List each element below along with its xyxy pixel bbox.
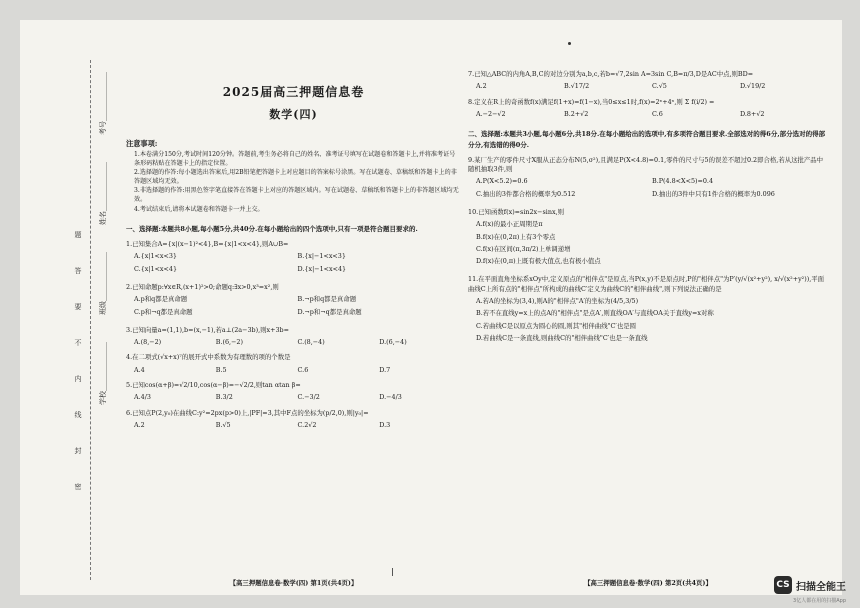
- class-field: 班级______________: [99, 252, 107, 315]
- option-list: [126, 338, 461, 347]
- answer-option: D.f(x)在(0,π)上既有极大值点,也有极小值点: [476, 257, 601, 266]
- question: [126, 326, 461, 348]
- answer-option: B.3/2: [215, 393, 233, 402]
- note-item: 4.考试结束后,请将本试题卷和答题卡一并上交。: [134, 205, 264, 213]
- answer-option: D.(6,−4): [379, 338, 407, 347]
- question-list: [468, 156, 828, 346]
- seal-char: 密: [74, 483, 82, 491]
- answer-option: C.若曲线C是以原点为圆心的圆,则其"相伴曲线"C′也是圆: [476, 321, 637, 330]
- answer-option: A.f(x)的最小正周期是π: [476, 220, 543, 229]
- answer-option: B.{x|−1<x<3}: [297, 252, 346, 261]
- answer-option: D.抽出的3件中只有1件合格的概率为0.096: [652, 189, 775, 198]
- answer-option: C.√5: [652, 82, 667, 91]
- seal-char: 封: [74, 447, 82, 455]
- scanner-watermark: [774, 576, 846, 594]
- option-list: [468, 220, 828, 269]
- answer-option: D.若曲线C是一条直线,则曲线C的"相伴曲线"C′也是一条直线: [476, 333, 648, 342]
- question: [468, 156, 828, 202]
- answer-option: D.−4/3: [379, 393, 402, 402]
- answer-option: A.P(X<5.2)=0.6: [476, 177, 528, 186]
- answer-option: A.2: [476, 82, 487, 91]
- answer-option: B.√5: [215, 420, 231, 429]
- question-stem: 4.在二项式(√x+x)⁷的展开式中系数为有理数的项的个数是: [126, 353, 291, 362]
- answer-option: C.(8,−4): [297, 338, 325, 347]
- answer-option: D.{x|−1<x<4}: [297, 264, 347, 273]
- scan-mark: [392, 568, 393, 576]
- seal-char: 要: [74, 303, 82, 311]
- exam-title: 2025届高三押题信息卷: [222, 85, 365, 99]
- question: [126, 381, 461, 403]
- name-field: 姓名______________: [99, 162, 107, 225]
- question-stem: 11.在平面直角坐标系xOy中,定义原点的"相伴点"是原点,当P(x,y)不是原点时,P的"相伴点"为P′(y/√(x²+y²), x/√(x²+y²)),平面曲线C上所有点的"相伴点"所构成的曲线C′定义为曲线C的"相伴曲线",则下列说法正确的是: [468, 275, 825, 293]
- question-stem: 1.已知集合A={x|(x−1)²<4},B={x|1<x<4},则A∪B=: [126, 240, 289, 249]
- scanner-name: 扫描全能王: [796, 581, 846, 593]
- answer-option: A.(8,−2): [134, 338, 162, 347]
- scanner-logo-icon: CS: [774, 576, 792, 594]
- option-list: [126, 421, 461, 430]
- question: [468, 275, 828, 346]
- answer-option: A.4/3: [134, 393, 151, 402]
- question-stem: 3.已知向量a=(1,1),b=(x,−1),若a⊥(2a−3b),则x+3b=: [126, 325, 290, 334]
- answer-option: D.3: [379, 420, 391, 429]
- question: [468, 208, 828, 269]
- answer-option: C.6: [297, 365, 309, 374]
- option-list: [468, 82, 828, 91]
- question: [468, 70, 828, 92]
- seal-text: [70, 230, 86, 518]
- question-stem: 2.已知命题p:∀x∈R,(x+1)²>0;命题q:∃x>0,x³=x²,则: [126, 282, 279, 291]
- answer-option: C.2√2: [297, 420, 317, 429]
- option-list: [468, 110, 828, 119]
- answer-option: C.f(x)在区间(π,3π/2)上单调递增: [476, 244, 571, 253]
- answer-option: C.{x|1<x<4}: [134, 264, 178, 273]
- cut-line: [90, 60, 91, 580]
- scanner-tagline: 3亿人都在用的扫描App: [793, 598, 846, 604]
- option-list: [468, 297, 828, 346]
- exam-number-field: 考号______________: [99, 72, 107, 135]
- section-heading: 二、选择题:本题共3小题,每小题6分,共18分.在每小题给出的选项中,有多项符合题目要求.全部选对的得6分,部分选对的得部分分,有选错的得0分.: [468, 130, 826, 149]
- seal-char: 内: [74, 375, 82, 383]
- answer-option: D.¬p和¬q都是真命题: [297, 307, 362, 316]
- question-stem: 7.已知△ABC的内角A,B,C的对边分别为a,b,c,若b=√7,2sin A=3sin C,B=π/3,D是AC中点,则BD=: [468, 70, 754, 78]
- note-item: 3.非选择题的作答:用黑色签字笔直接答在答题卡上对应的答题区域内。写在试题卷、草稿纸和答题卡上的非答题区域均无效。: [134, 187, 459, 204]
- question: [126, 283, 461, 320]
- left-column: [126, 32, 461, 430]
- answer-option: C.p和¬q都是真命题: [134, 307, 193, 316]
- question-list: [126, 240, 461, 430]
- option-list: [126, 393, 461, 402]
- question-stem: 6.已知点P(2,y₀)在曲线C:y²=2px(p>0)上,|PF|=3,其中F点的坐标为(p/2,0),则|y₀|=: [126, 408, 369, 417]
- question: [468, 98, 828, 120]
- question-stem: 8.定义在R上的奇函数f(x)满足f(1+x)=f(1−x),当0≤x≤1时,f(x)=2ˣ+4ˣ,则 Σ f(i/2) =: [468, 97, 715, 106]
- note-item: 2.选择题的作答:每小题选出答案后,用2B铅笔把答题卡上对应题目的答案标号涂黑。写在试题卷、草稿纸和答题卡上的非答题区域均无效。: [134, 169, 457, 186]
- right-column: [468, 32, 828, 346]
- answer-option: B.¬p和q都是真命题: [297, 295, 357, 304]
- exam-sheet: [20, 20, 842, 595]
- answer-option: B.√17/2: [564, 82, 590, 91]
- answer-option: A.p和q都是真命题: [134, 295, 188, 304]
- answer-option: B.(6,−2): [215, 338, 243, 347]
- notes-title: 注意事项:: [126, 139, 158, 149]
- exam-subtitle: 数学(四): [269, 108, 318, 122]
- answer-option: A.4: [134, 365, 145, 374]
- answer-option: C.−3/2: [297, 393, 320, 402]
- answer-option: A.−2−√2: [476, 109, 506, 118]
- seal-char: 线: [74, 411, 82, 419]
- binding-strip: [64, 60, 122, 580]
- option-list: [126, 366, 461, 375]
- answer-option: D.√19/2: [740, 82, 766, 91]
- option-list: [468, 177, 828, 202]
- answer-option: A.2: [134, 420, 145, 429]
- answer-option: C.抽出的3件都合格的概率为0.512: [476, 189, 576, 198]
- answer-option: A.若A的坐标为(3,4),则A的"相伴点"A′的坐标为(4/5,3/5): [476, 297, 639, 305]
- answer-option: A.{x|1<x<3}: [134, 252, 177, 261]
- answer-option: B.5: [215, 365, 227, 374]
- school-field: 学校______________: [99, 342, 107, 405]
- note-item: 1.本卷满分150分,考试时间120分钟。答题前,考生务必将自己的姓名、准考证号填写在试题卷和答题卡上,并将准考证号条形码粘贴在答题卡上的指定位置。: [134, 150, 456, 167]
- answer-option: B.2+√2: [564, 109, 589, 118]
- answer-option: D.8+√2: [740, 109, 765, 118]
- answer-option: B.P(4.8<X<5)=0.4: [652, 177, 714, 186]
- question-stem: 9.某厂生产的零件尺寸X服从正态分布N(5,σ²),且满足P(X<4.8)=0.1,零件的尺寸与5的误差不超过0.2即合格,若从这批产品中随机抽取3件,则: [468, 155, 824, 174]
- seal-char: 答: [74, 267, 82, 275]
- answer-option: C.6: [652, 109, 663, 118]
- question-list: [468, 70, 828, 119]
- answer-option: B.若不在直线y=x上的点A的"相伴点"是点A′,则直线OA′与直线OA关于直线y=x对称: [476, 309, 714, 318]
- answer-option: B.f(x)在(0,2π)上有3个零点: [476, 232, 556, 241]
- answer-option: D.7: [379, 365, 391, 374]
- seal-char: 题: [74, 231, 82, 239]
- seal-char: 不: [74, 339, 82, 347]
- page-footer: 【高三押题信息卷·数学(四) 第1页(共4页)】: [229, 579, 358, 587]
- page-footer: 【高三押题信息卷·数学(四) 第2页(共4页)】: [584, 579, 712, 587]
- section-heading: 一、选择题:本题共8小题,每小题5分,共40分.在每小题给出的四个选项中,只有一项是符合题目要求的.: [126, 224, 418, 233]
- option-list: [126, 295, 461, 320]
- question: [126, 409, 461, 431]
- question: [126, 240, 461, 277]
- option-list: [126, 252, 461, 277]
- question-stem: 10.已知函数f(x)=sin2x−sinx,则: [468, 208, 564, 217]
- question: [126, 353, 461, 375]
- question-stem: 5.已知cos(α+β)=√2/10,cos(α−β)=−√2/2,则tan αtan β=: [126, 380, 301, 389]
